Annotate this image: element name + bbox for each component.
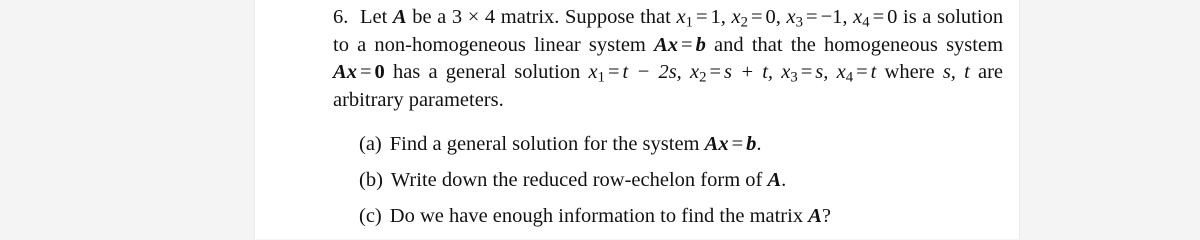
sol-x2: [690, 61, 774, 86]
matrix-symbol-a: A: [333, 61, 347, 83]
solution-x2: s + t,: [724, 61, 774, 83]
eq-x4: [853, 6, 898, 31]
word-where: where: [884, 61, 935, 83]
eq-ax-0: [333, 61, 385, 83]
matrix-symbol-a: A: [654, 33, 668, 56]
equals-sign: =: [359, 61, 372, 83]
var-x: x: [676, 6, 686, 28]
subquestion-label: (b): [359, 169, 383, 191]
parameters-s-t: s, t: [942, 61, 970, 83]
subquestion-list: [359, 131, 999, 239]
sub-1: 1: [685, 14, 693, 31]
sub-2: 2: [740, 14, 748, 31]
value-x1: 1,: [710, 6, 726, 28]
sub-1: 1: [597, 69, 605, 86]
document-page: [254, 0, 1020, 239]
subquestion-label: (c): [359, 205, 382, 227]
sub-2: 2: [699, 69, 707, 86]
subquestion-text: Do we have enough information to find the matrix: [389, 205, 804, 227]
matrix-symbol-a: A: [704, 133, 719, 155]
zero-vector: 0: [374, 61, 385, 83]
equals-sign: =: [709, 61, 722, 83]
equals-sign: =: [856, 61, 868, 83]
equals-sign: =: [872, 6, 885, 28]
period: .: [781, 169, 787, 191]
vector-symbol-x: x: [346, 61, 357, 83]
sol-x1: [588, 61, 682, 86]
eq-ax-b: [654, 34, 706, 56]
equals-sign: =: [750, 6, 763, 28]
matrix-symbol-a: A: [392, 6, 407, 28]
vector-symbol-x: x: [667, 33, 679, 56]
period: .: [756, 133, 762, 155]
solution-x1: t − 2s,: [622, 61, 682, 83]
sub-4: 4: [862, 14, 870, 31]
subquestion-text: Write down the reduced row-echelon form of: [390, 169, 763, 191]
var-x: x: [690, 61, 700, 83]
eq-x1: [676, 6, 726, 31]
problem-number: 6.: [333, 6, 349, 28]
phrase-general-solution: has a general solution: [392, 61, 581, 83]
var-x: x: [781, 61, 791, 83]
equals-sign: =: [681, 33, 693, 56]
value-x4: 0: [887, 6, 898, 28]
question-mark: ?: [821, 205, 832, 227]
phrase-homogeneous-system: and that the homogeneous system: [714, 33, 1004, 56]
subquestion-c: [359, 203, 999, 239]
matrix-symbol-a: A: [767, 169, 782, 191]
subquestion-label: (a): [359, 133, 382, 155]
var-x: x: [588, 61, 598, 83]
eq-x3: [786, 6, 848, 31]
equals-sign: =: [731, 133, 744, 155]
vector-symbol-b: b: [695, 33, 706, 56]
var-x: x: [836, 61, 846, 83]
vector-symbol-b: b: [746, 133, 757, 155]
matrix-dimensions: 3 × 4: [451, 6, 496, 28]
phrase-is-a-solution: is a solution to a non-homogeneous linear system: [333, 6, 1004, 56]
vector-symbol-x: x: [718, 133, 729, 155]
phrase-arbitrary-parameters: are arbitrary parameters.: [333, 61, 1004, 111]
phrase-matrix-suppose: matrix. Suppose that: [500, 6, 671, 28]
equals-sign: =: [800, 61, 813, 83]
subquestion-a: [359, 131, 999, 167]
solution-x4: t: [870, 61, 877, 83]
equals-sign: =: [695, 6, 708, 28]
subquestion-text: Find a general solution for the system: [389, 133, 700, 155]
solution-x3: s,: [815, 61, 829, 83]
word-be-a: be a: [412, 6, 447, 28]
value-x2: 0,: [765, 6, 781, 28]
var-x: x: [731, 6, 741, 28]
sol-x4: [836, 61, 877, 86]
var-x: x: [786, 6, 796, 28]
sub-3: 3: [795, 14, 804, 31]
sub-4: 4: [845, 69, 854, 86]
sub-3: 3: [790, 69, 798, 86]
problem-statement: [333, 4, 1003, 114]
equals-sign: =: [806, 6, 818, 28]
matrix-symbol-a: A: [808, 205, 822, 227]
eq-x2: [731, 6, 781, 31]
var-x: x: [853, 6, 863, 28]
subquestion-b: [359, 167, 999, 203]
equals-sign: =: [607, 61, 620, 83]
value-x3: −1,: [820, 6, 848, 28]
sol-x3: [781, 61, 829, 86]
word-let: Let: [359, 6, 388, 28]
